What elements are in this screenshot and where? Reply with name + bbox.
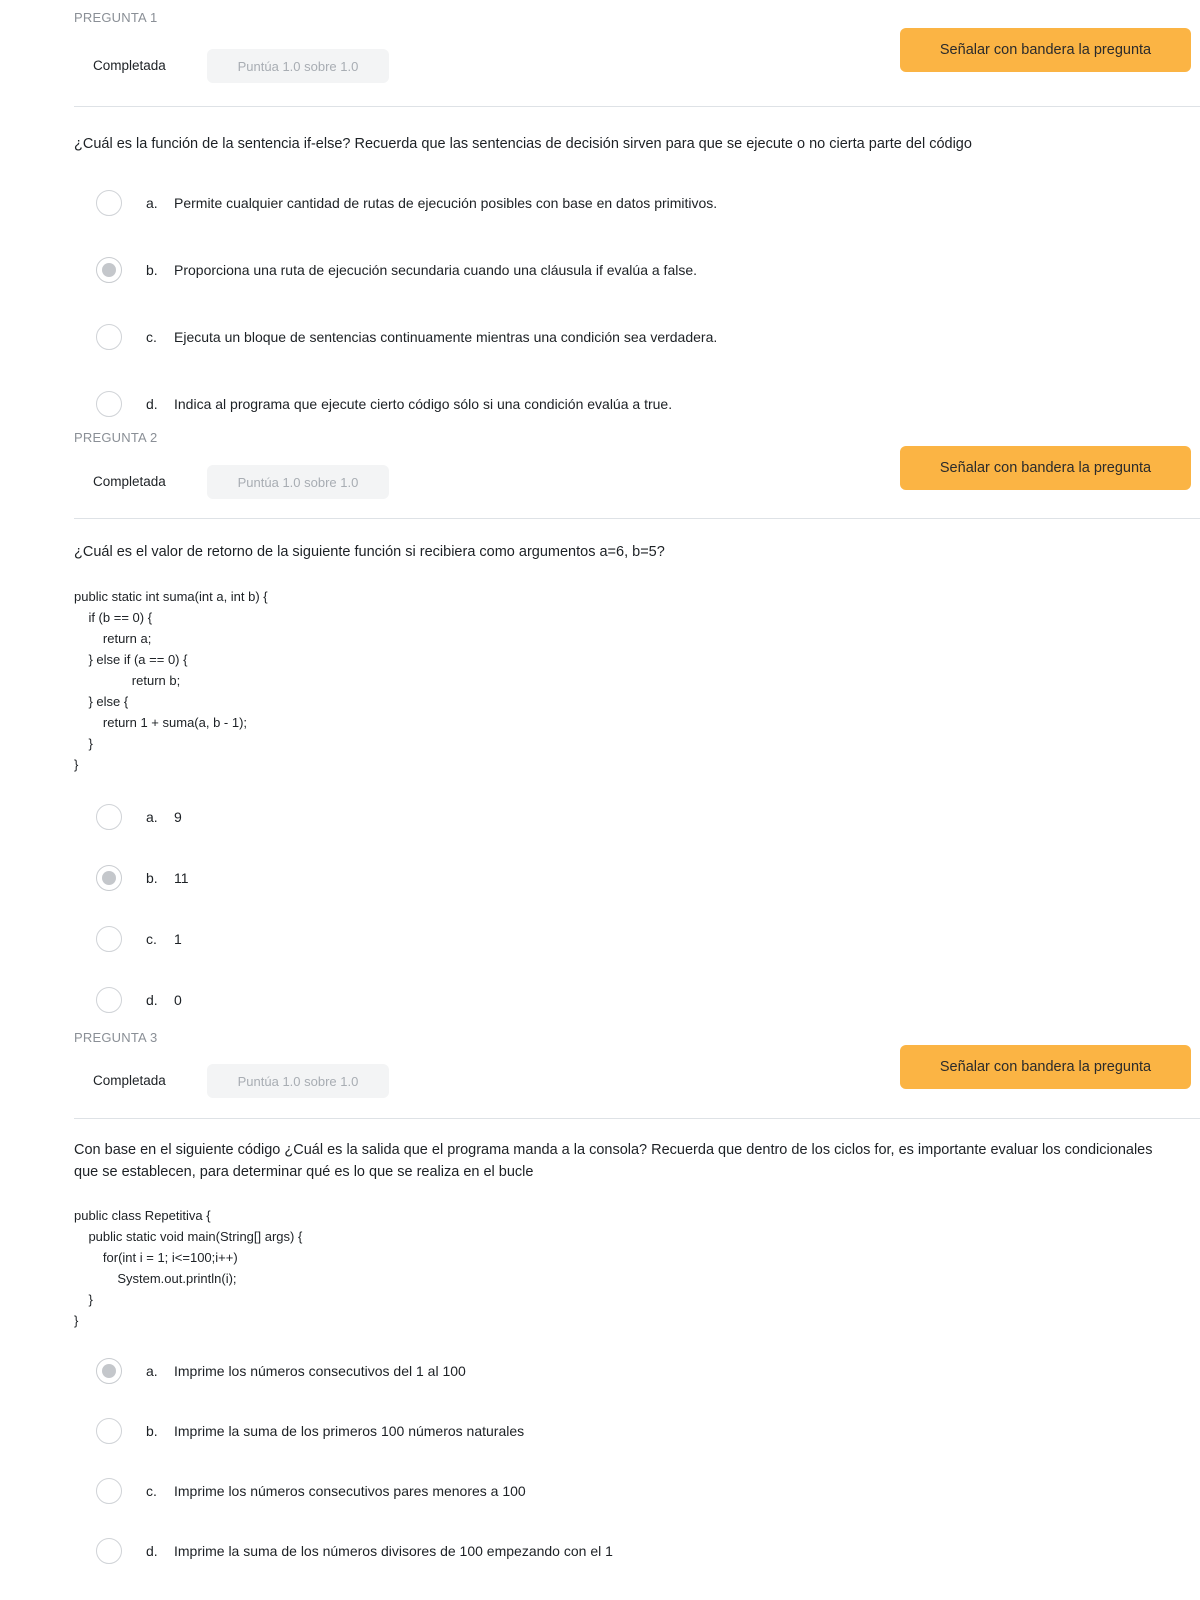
code-line: }: [74, 736, 93, 751]
question-3-label: PREGUNTA 3: [74, 1030, 158, 1045]
option-letter: d.: [146, 396, 158, 412]
radio-button[interactable]: [96, 1418, 122, 1444]
question-2-status: Completada: [93, 474, 166, 489]
question-2-flag-button[interactable]: Señalar con bandera la pregunta: [900, 446, 1191, 490]
option-letter: c.: [146, 329, 157, 345]
question-1-grade: Puntúa 1.0 sobre 1.0: [207, 49, 389, 83]
radio-button[interactable]: [96, 391, 122, 417]
option-text: Imprime la suma de los números divisores de 100 empezando con el 1: [174, 1543, 613, 1559]
option-letter: c.: [146, 931, 157, 947]
code-line: System.out.println(i);: [74, 1271, 237, 1286]
code-line: public static int suma(int a, int b) {: [74, 589, 268, 604]
question-1-label: PREGUNTA 1: [74, 10, 158, 25]
option-text: 0: [174, 992, 182, 1008]
question-1-prompt: ¿Cuál es la función de la sentencia if-else? Recuerda que las sentencias de decisión sirven para que se ejecute o no cierta parte del código: [74, 136, 972, 152]
option-letter: d.: [146, 992, 158, 1008]
code-line: }: [74, 1313, 79, 1328]
question-2-grade: Puntúa 1.0 sobre 1.0: [207, 465, 389, 499]
code-line: public class Repetitiva {: [74, 1208, 211, 1223]
question-1-option-a[interactable]: [96, 188, 717, 218]
option-letter: b.: [146, 870, 158, 886]
option-text: Ejecuta un bloque de sentencias continuamente mientras una condición sea verdadera.: [174, 329, 718, 345]
option-letter: d.: [146, 1543, 158, 1559]
code-line: if (b == 0) {: [74, 610, 153, 625]
option-text: Imprime los números consecutivos pares menores a 100: [174, 1483, 526, 1499]
question-3-option-a[interactable]: [96, 1356, 466, 1386]
code-line: for(int i = 1; i<=100;i++): [74, 1250, 238, 1265]
code-line: } else {: [74, 694, 129, 709]
question-2-divider: [74, 518, 1200, 519]
question-2-code-block: [74, 586, 268, 775]
question-1-flag-button[interactable]: Señalar con bandera la pregunta: [900, 28, 1191, 72]
question-2-option-d[interactable]: [96, 985, 182, 1015]
option-letter: b.: [146, 262, 158, 278]
option-letter: a.: [146, 195, 158, 211]
question-1-option-c[interactable]: [96, 322, 717, 352]
question-2-option-b[interactable]: [96, 863, 189, 893]
option-text: Indica al programa que ejecute cierto código sólo si una condición evalúa a true.: [174, 396, 673, 412]
code-line: return b;: [74, 673, 181, 688]
question-3-code-block: [74, 1205, 302, 1331]
radio-button-selected[interactable]: [96, 865, 122, 891]
radio-button[interactable]: [96, 926, 122, 952]
option-text: Imprime los números consecutivos del 1 al 100: [174, 1363, 466, 1379]
question-3-prompt: Con base en el siguiente código ¿Cuál es la salida que el programa manda a la consola? Recuerda que dentro de los ciclos for, es importante evaluar los condicionales que se establecen, para determinar qué es lo que se realiza en el bucle: [74, 1142, 1153, 1180]
question-1-option-b[interactable]: [96, 255, 697, 285]
option-text: 1: [174, 931, 182, 947]
question-3-status: Completada: [93, 1073, 166, 1088]
option-letter: b.: [146, 1423, 158, 1439]
question-1-divider: [74, 106, 1200, 107]
code-line: } else if (a == 0) {: [74, 652, 188, 667]
radio-button-selected[interactable]: [96, 257, 122, 283]
question-2-option-c[interactable]: [96, 924, 182, 954]
option-text: Proporciona una ruta de ejecución secundaria cuando una cláusula if evalúa a false.: [174, 262, 698, 278]
radio-button[interactable]: [96, 1538, 122, 1564]
option-text: 9: [174, 809, 182, 825]
code-line: public static void main(String[] args) {: [74, 1229, 303, 1244]
question-3-option-c[interactable]: [96, 1476, 526, 1506]
question-3-option-d[interactable]: [96, 1536, 613, 1566]
code-line: }: [74, 757, 79, 772]
question-3-divider: [74, 1118, 1200, 1119]
radio-button[interactable]: [96, 324, 122, 350]
radio-button[interactable]: [96, 190, 122, 216]
option-letter: c.: [146, 1483, 157, 1499]
question-2-prompt: ¿Cuál es el valor de retorno de la siguiente función si recibiera como argumentos a=6, b=5?: [74, 544, 665, 560]
radio-button-selected[interactable]: [96, 1358, 122, 1384]
code-line: }: [74, 1292, 93, 1307]
option-letter: a.: [146, 809, 158, 825]
option-text: 11: [174, 870, 189, 886]
question-1-option-d[interactable]: [96, 389, 672, 419]
question-2-option-a[interactable]: [96, 802, 182, 832]
radio-button[interactable]: [96, 1478, 122, 1504]
question-3-flag-button[interactable]: Señalar con bandera la pregunta: [900, 1045, 1191, 1089]
question-2-label: PREGUNTA 2: [74, 430, 158, 445]
code-line: return 1 + suma(a, b - 1);: [74, 715, 248, 730]
question-3-grade: Puntúa 1.0 sobre 1.0: [207, 1064, 389, 1098]
option-letter: a.: [146, 1363, 158, 1379]
question-1-status: Completada: [93, 58, 166, 73]
radio-button[interactable]: [96, 987, 122, 1013]
option-text: Imprime la suma de los primeros 100 números naturales: [174, 1423, 525, 1439]
question-3-option-b[interactable]: [96, 1416, 524, 1446]
code-line: return a;: [74, 631, 152, 646]
option-text: Permite cualquier cantidad de rutas de ejecución posibles con base en datos primitivos.: [174, 195, 718, 211]
radio-button[interactable]: [96, 804, 122, 830]
